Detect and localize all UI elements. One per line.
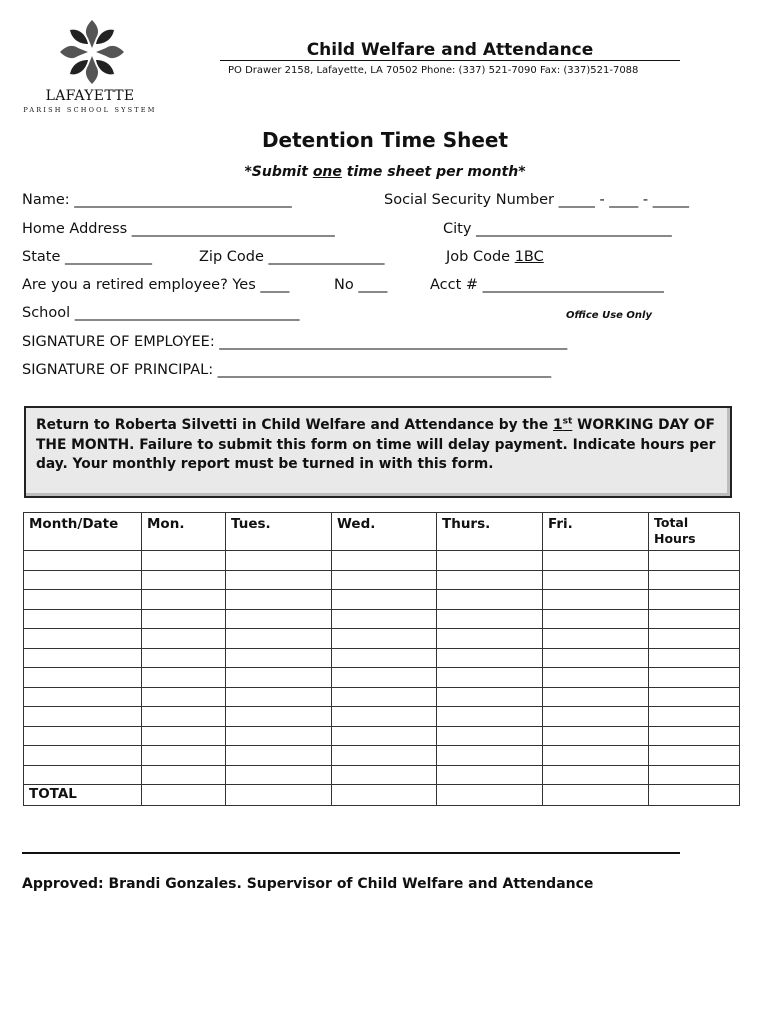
notice-text xyxy=(36,416,726,475)
table-cell[interactable] xyxy=(649,746,740,766)
table-row xyxy=(24,551,740,571)
job-code-field xyxy=(446,249,544,265)
table-cell[interactable] xyxy=(226,765,332,785)
table-cell[interactable] xyxy=(649,570,740,590)
table-cell[interactable] xyxy=(332,726,437,746)
table-cell[interactable] xyxy=(437,687,543,707)
col-header-month-date: Month/Date xyxy=(24,513,142,551)
table-cell[interactable] xyxy=(142,551,226,571)
retired-no-field[interactable]: No ____ xyxy=(334,277,388,293)
name-field[interactable]: Name: ______________________________ xyxy=(22,192,292,208)
table-cell[interactable] xyxy=(226,668,332,688)
table-cell[interactable] xyxy=(437,707,543,727)
table-cell[interactable] xyxy=(24,746,142,766)
table-row xyxy=(24,590,740,610)
table-cell[interactable] xyxy=(649,687,740,707)
school-field[interactable]: School _______________________________ xyxy=(22,305,300,321)
table-cell[interactable] xyxy=(437,765,543,785)
table-cell[interactable] xyxy=(649,668,740,688)
table-row xyxy=(24,668,740,688)
table-cell[interactable] xyxy=(142,570,226,590)
table-cell[interactable] xyxy=(142,726,226,746)
table-cell[interactable] xyxy=(226,785,332,806)
office-use-label: Office Use Only xyxy=(566,310,652,321)
notice-number xyxy=(553,417,572,433)
total-label: TOTAL xyxy=(24,785,142,806)
table-total-row xyxy=(24,785,740,806)
table-cell[interactable] xyxy=(437,648,543,668)
table-cell[interactable] xyxy=(437,668,543,688)
table-cell[interactable] xyxy=(142,707,226,727)
table-cell[interactable] xyxy=(332,707,437,727)
table-cell[interactable] xyxy=(649,590,740,610)
table-cell[interactable] xyxy=(332,629,437,649)
table-cell[interactable] xyxy=(332,668,437,688)
table-cell[interactable] xyxy=(332,785,437,806)
table-cell[interactable] xyxy=(142,609,226,629)
table-cell[interactable] xyxy=(543,609,649,629)
city-field[interactable]: City ___________________________ xyxy=(443,221,672,237)
table-cell[interactable] xyxy=(24,707,142,727)
table-cell[interactable] xyxy=(649,765,740,785)
principal-signature-field[interactable]: SIGNATURE OF PRINCIPAL: ______________________________________________ xyxy=(22,362,552,378)
table-cell[interactable] xyxy=(332,648,437,668)
ssn-field[interactable]: Social Security Number _____ - ____ - _____ xyxy=(384,192,690,208)
col-header-tues: Tues. xyxy=(226,513,332,551)
job-code-label: Job Code xyxy=(446,249,515,265)
table-cell[interactable] xyxy=(543,551,649,571)
table-cell[interactable] xyxy=(543,668,649,688)
col-header-total-hours: Total Hours xyxy=(649,513,740,551)
retired-yes-field[interactable]: Are you a retired employee? Yes ____ xyxy=(22,277,290,293)
table-cell[interactable] xyxy=(332,609,437,629)
table-cell[interactable] xyxy=(649,551,740,571)
page-title: Detention Time Sheet xyxy=(261,128,509,152)
table-cell[interactable] xyxy=(649,785,740,806)
table-cell[interactable] xyxy=(649,648,740,668)
notice-part2: WORKING DAY OF THE MONTH. Failure to submit this form on time will delay payment. Indicate hours per day. Your monthly report must be turned in with this form. xyxy=(36,417,716,472)
col-header-thurs: Thurs. xyxy=(437,513,543,551)
table-cell[interactable] xyxy=(543,707,649,727)
home-address-field[interactable]: Home Address ____________________________ xyxy=(22,221,335,237)
col-header-mon: Mon. xyxy=(142,513,226,551)
table-cell[interactable] xyxy=(543,590,649,610)
table-cell[interactable] xyxy=(226,746,332,766)
table-cell[interactable] xyxy=(24,609,142,629)
department-heading: Child Welfare and Attendance xyxy=(220,40,680,61)
lafayette-logo-icon xyxy=(58,18,126,86)
table-cell[interactable] xyxy=(332,570,437,590)
table-cell[interactable] xyxy=(226,570,332,590)
table-cell[interactable] xyxy=(332,590,437,610)
table-cell[interactable] xyxy=(142,765,226,785)
table-row xyxy=(24,570,740,590)
approval-signature-line[interactable] xyxy=(22,852,680,854)
subtitle-pre: *Submit xyxy=(244,164,313,180)
table-cell[interactable] xyxy=(142,668,226,688)
table-cell[interactable] xyxy=(226,687,332,707)
table-cell[interactable] xyxy=(437,609,543,629)
table-cell[interactable] xyxy=(649,629,740,649)
subtitle-post: time sheet per month* xyxy=(341,164,526,180)
notice-part1: Return to Roberta Silvetti in Child Welfare and Attendance by the xyxy=(36,417,554,433)
time-table xyxy=(23,512,740,806)
table-cell[interactable] xyxy=(24,551,142,571)
table-cell[interactable] xyxy=(543,726,649,746)
table-cell[interactable] xyxy=(226,726,332,746)
notice-box xyxy=(24,406,732,498)
table-cell[interactable] xyxy=(142,629,226,649)
table-row xyxy=(24,648,740,668)
logo-name: LAFAYETTE xyxy=(45,88,135,104)
table-cell[interactable] xyxy=(437,551,543,571)
col-header-wed: Wed. xyxy=(332,513,437,551)
table-cell[interactable] xyxy=(543,746,649,766)
table-body xyxy=(24,551,740,785)
col-header-fri: Fri. xyxy=(543,513,649,551)
table-row xyxy=(24,746,740,766)
table-cell[interactable] xyxy=(543,765,649,785)
table-header-row xyxy=(24,513,740,551)
table-cell[interactable] xyxy=(332,551,437,571)
table-cell[interactable] xyxy=(332,746,437,766)
table-cell[interactable] xyxy=(437,629,543,649)
table-cell[interactable] xyxy=(649,726,740,746)
table-cell[interactable] xyxy=(142,746,226,766)
zip-field[interactable]: Zip Code ________________ xyxy=(199,249,385,265)
table-cell[interactable] xyxy=(142,785,226,806)
notice-sup: st xyxy=(562,416,573,427)
table-cell[interactable] xyxy=(24,687,142,707)
table-cell[interactable] xyxy=(226,629,332,649)
subtitle-underlined: one xyxy=(312,164,342,180)
table-cell[interactable] xyxy=(226,707,332,727)
table-cell[interactable] xyxy=(543,785,649,806)
table-cell[interactable] xyxy=(437,785,543,806)
table-row xyxy=(24,687,740,707)
table-cell[interactable] xyxy=(226,648,332,668)
logo-subtitle: PARISH SCHOOL SYSTEM xyxy=(23,106,157,114)
table-cell[interactable] xyxy=(543,629,649,649)
table-cell[interactable] xyxy=(543,648,649,668)
table-cell[interactable] xyxy=(543,687,649,707)
table-cell[interactable] xyxy=(437,746,543,766)
page-subtitle xyxy=(0,164,770,180)
table-cell[interactable] xyxy=(332,687,437,707)
employee-signature-field[interactable]: SIGNATURE OF EMPLOYEE: ________________________________________________ xyxy=(22,334,568,350)
table-cell[interactable] xyxy=(24,590,142,610)
table-cell[interactable] xyxy=(24,629,142,649)
state-field[interactable]: State ____________ xyxy=(22,249,152,265)
table-row xyxy=(24,726,740,746)
table-cell[interactable] xyxy=(226,590,332,610)
table-cell[interactable] xyxy=(24,668,142,688)
table-row xyxy=(24,707,740,727)
table-row xyxy=(24,609,740,629)
table-cell[interactable] xyxy=(226,609,332,629)
job-code-value: 1BC xyxy=(514,249,544,265)
table-row xyxy=(24,765,740,785)
acct-field[interactable]: Acct # _________________________ xyxy=(430,277,664,293)
table-cell[interactable] xyxy=(649,707,740,727)
table-cell[interactable] xyxy=(437,726,543,746)
table-cell[interactable] xyxy=(24,726,142,746)
table-cell[interactable] xyxy=(24,765,142,785)
table-cell[interactable] xyxy=(24,570,142,590)
table-cell[interactable] xyxy=(226,551,332,571)
table-cell[interactable] xyxy=(142,590,226,610)
approved-by-text: Approved: Brandi Gonzales. Supervisor of Child Welfare and Attendance xyxy=(22,876,594,892)
table-cell[interactable] xyxy=(437,590,543,610)
notice-num: 1 xyxy=(553,417,563,433)
table-cell[interactable] xyxy=(24,648,142,668)
table-cell[interactable] xyxy=(142,648,226,668)
table-cell[interactable] xyxy=(332,765,437,785)
table-row xyxy=(24,629,740,649)
table-cell[interactable] xyxy=(543,570,649,590)
department-address: PO Drawer 2158, Lafayette, LA 70502 Phone: (337) 521-7090 Fax: (337)521-7088 xyxy=(228,65,639,76)
table-cell[interactable] xyxy=(437,570,543,590)
table-cell[interactable] xyxy=(142,687,226,707)
table-cell[interactable] xyxy=(649,609,740,629)
